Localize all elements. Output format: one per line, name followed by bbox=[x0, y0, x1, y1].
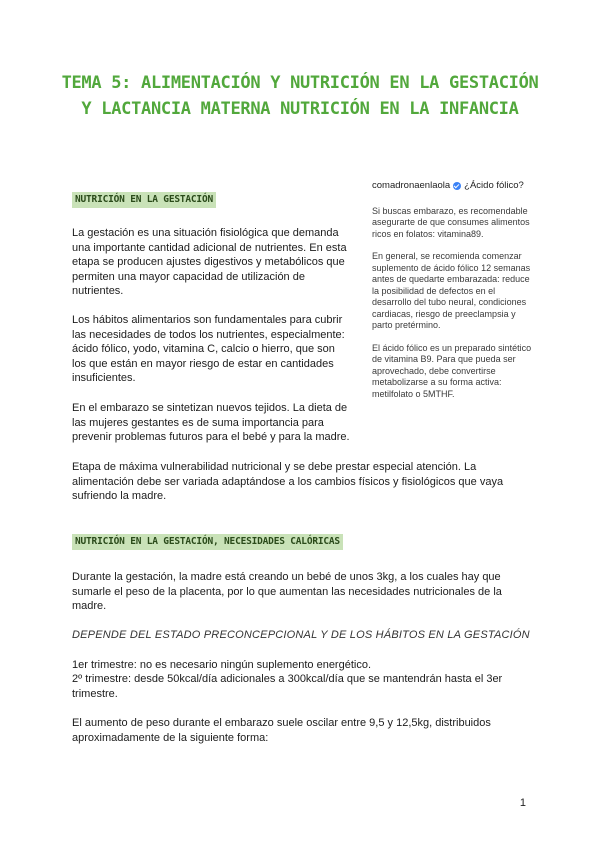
trimester-2: 2º trimestre: desde 50kcal/día adicionales a 300kcal/día que se mantendrán hasta el 3er trimestre. bbox=[72, 673, 503, 700]
paragraph-vulnerabilidad: Etapa de máxima vulnerabilidad nutricional y se debe prestar especial atención. La alimentación debe ser variada adaptándose a los cambios físicos y fisiológicos que vaya sufriendo la madre. bbox=[72, 461, 504, 502]
paragraph-aumento-peso: El aumento de peso durante el embarazo suele oscilar entre 9,5 y 12,5kg, distribuidos aproximadamente de la siguiente forma: bbox=[72, 717, 491, 744]
verified-badge-icon bbox=[453, 182, 461, 190]
note-paragraph: En general, se recomienda comenzar suplemento de ácido fólico 12 semanas antes de quedarte embarazada: reduce la posibilidad de defectos en el desarrollo del tubo neural, condiciones cardiacas, riesgo de preeclampsia y parto pretérmino. bbox=[372, 251, 531, 330]
paragraph-intro: La gestación es una situación fisiológica que demanda una importante cantidad adicional de nutrientes. En esta etapa se producen ajustes digestivos y metabólicos que permiten una mayor capacidad de utilización de nutrientes. bbox=[72, 227, 347, 297]
paragraph-embarazo: En el embarazo se sintetizan nuevos tejidos. La dieta de las mujeres gestantes es de suma importancia para prevenir problemas futuros para el bebé y para la madre. bbox=[72, 402, 350, 443]
section-heading-nutricion-gestacion: NUTRICIÓN EN LA GESTACIÓN bbox=[72, 192, 216, 208]
note-question: ¿Ácido fólico? bbox=[464, 180, 524, 191]
note-paragraph: El ácido fólico es un preparado sintético de vitamina B9. Para que pueda ser aprovechado, debe convertirse metabolizarse a su forma activa: metilfolato o 5MTHF. bbox=[372, 342, 532, 399]
note-paragraph: Si buscas embarazo, es recomendable asegurarte de que consumes alimentos ricos en folatos: vitamina89. bbox=[372, 205, 530, 239]
emphasis-line: DEPENDE DEL ESTADO PRECONCEPCIONAL Y DE LOS HÁBITOS EN LA GESTACIÓN bbox=[72, 629, 530, 641]
note-header bbox=[372, 180, 537, 192]
page-title: TEMA 5: ALIMENTACIÓN Y NUTRICIÓN EN LA GESTACIÓN Y LACTANCIA MATERNA NUTRICIÓN EN LA INFANCIA bbox=[61, 73, 539, 119]
instagram-note bbox=[372, 180, 537, 411]
paragraph-peso-bebe: Durante la gestación, la madre está creando un bebé de unos 3kg, a los cuales hay que sumarle el peso de la placenta, por lo que aumentan las necesidades nutricionales de la madre. bbox=[72, 571, 502, 612]
trimester-1: 1er trimestre: no es necesario ningún suplemento energético. bbox=[72, 659, 372, 671]
paragraph-habitos: Los hábitos alimentarios son fundamentales para cubrir las necesidades de todos los nutrientes, especialmente: ácido fólico, yodo, vitamina C, calcio o hierro, que son los que están en mayor riesgo de estar en cantidades insuficientes. bbox=[72, 314, 345, 384]
section-heading-necesidades-caloricas: NUTRICIÓN EN LA GESTACIÓN, NECESIDADES CALÓRICAS bbox=[72, 534, 343, 550]
page-number: 1 bbox=[519, 797, 526, 809]
note-author: comadronaenlaola bbox=[372, 180, 451, 191]
